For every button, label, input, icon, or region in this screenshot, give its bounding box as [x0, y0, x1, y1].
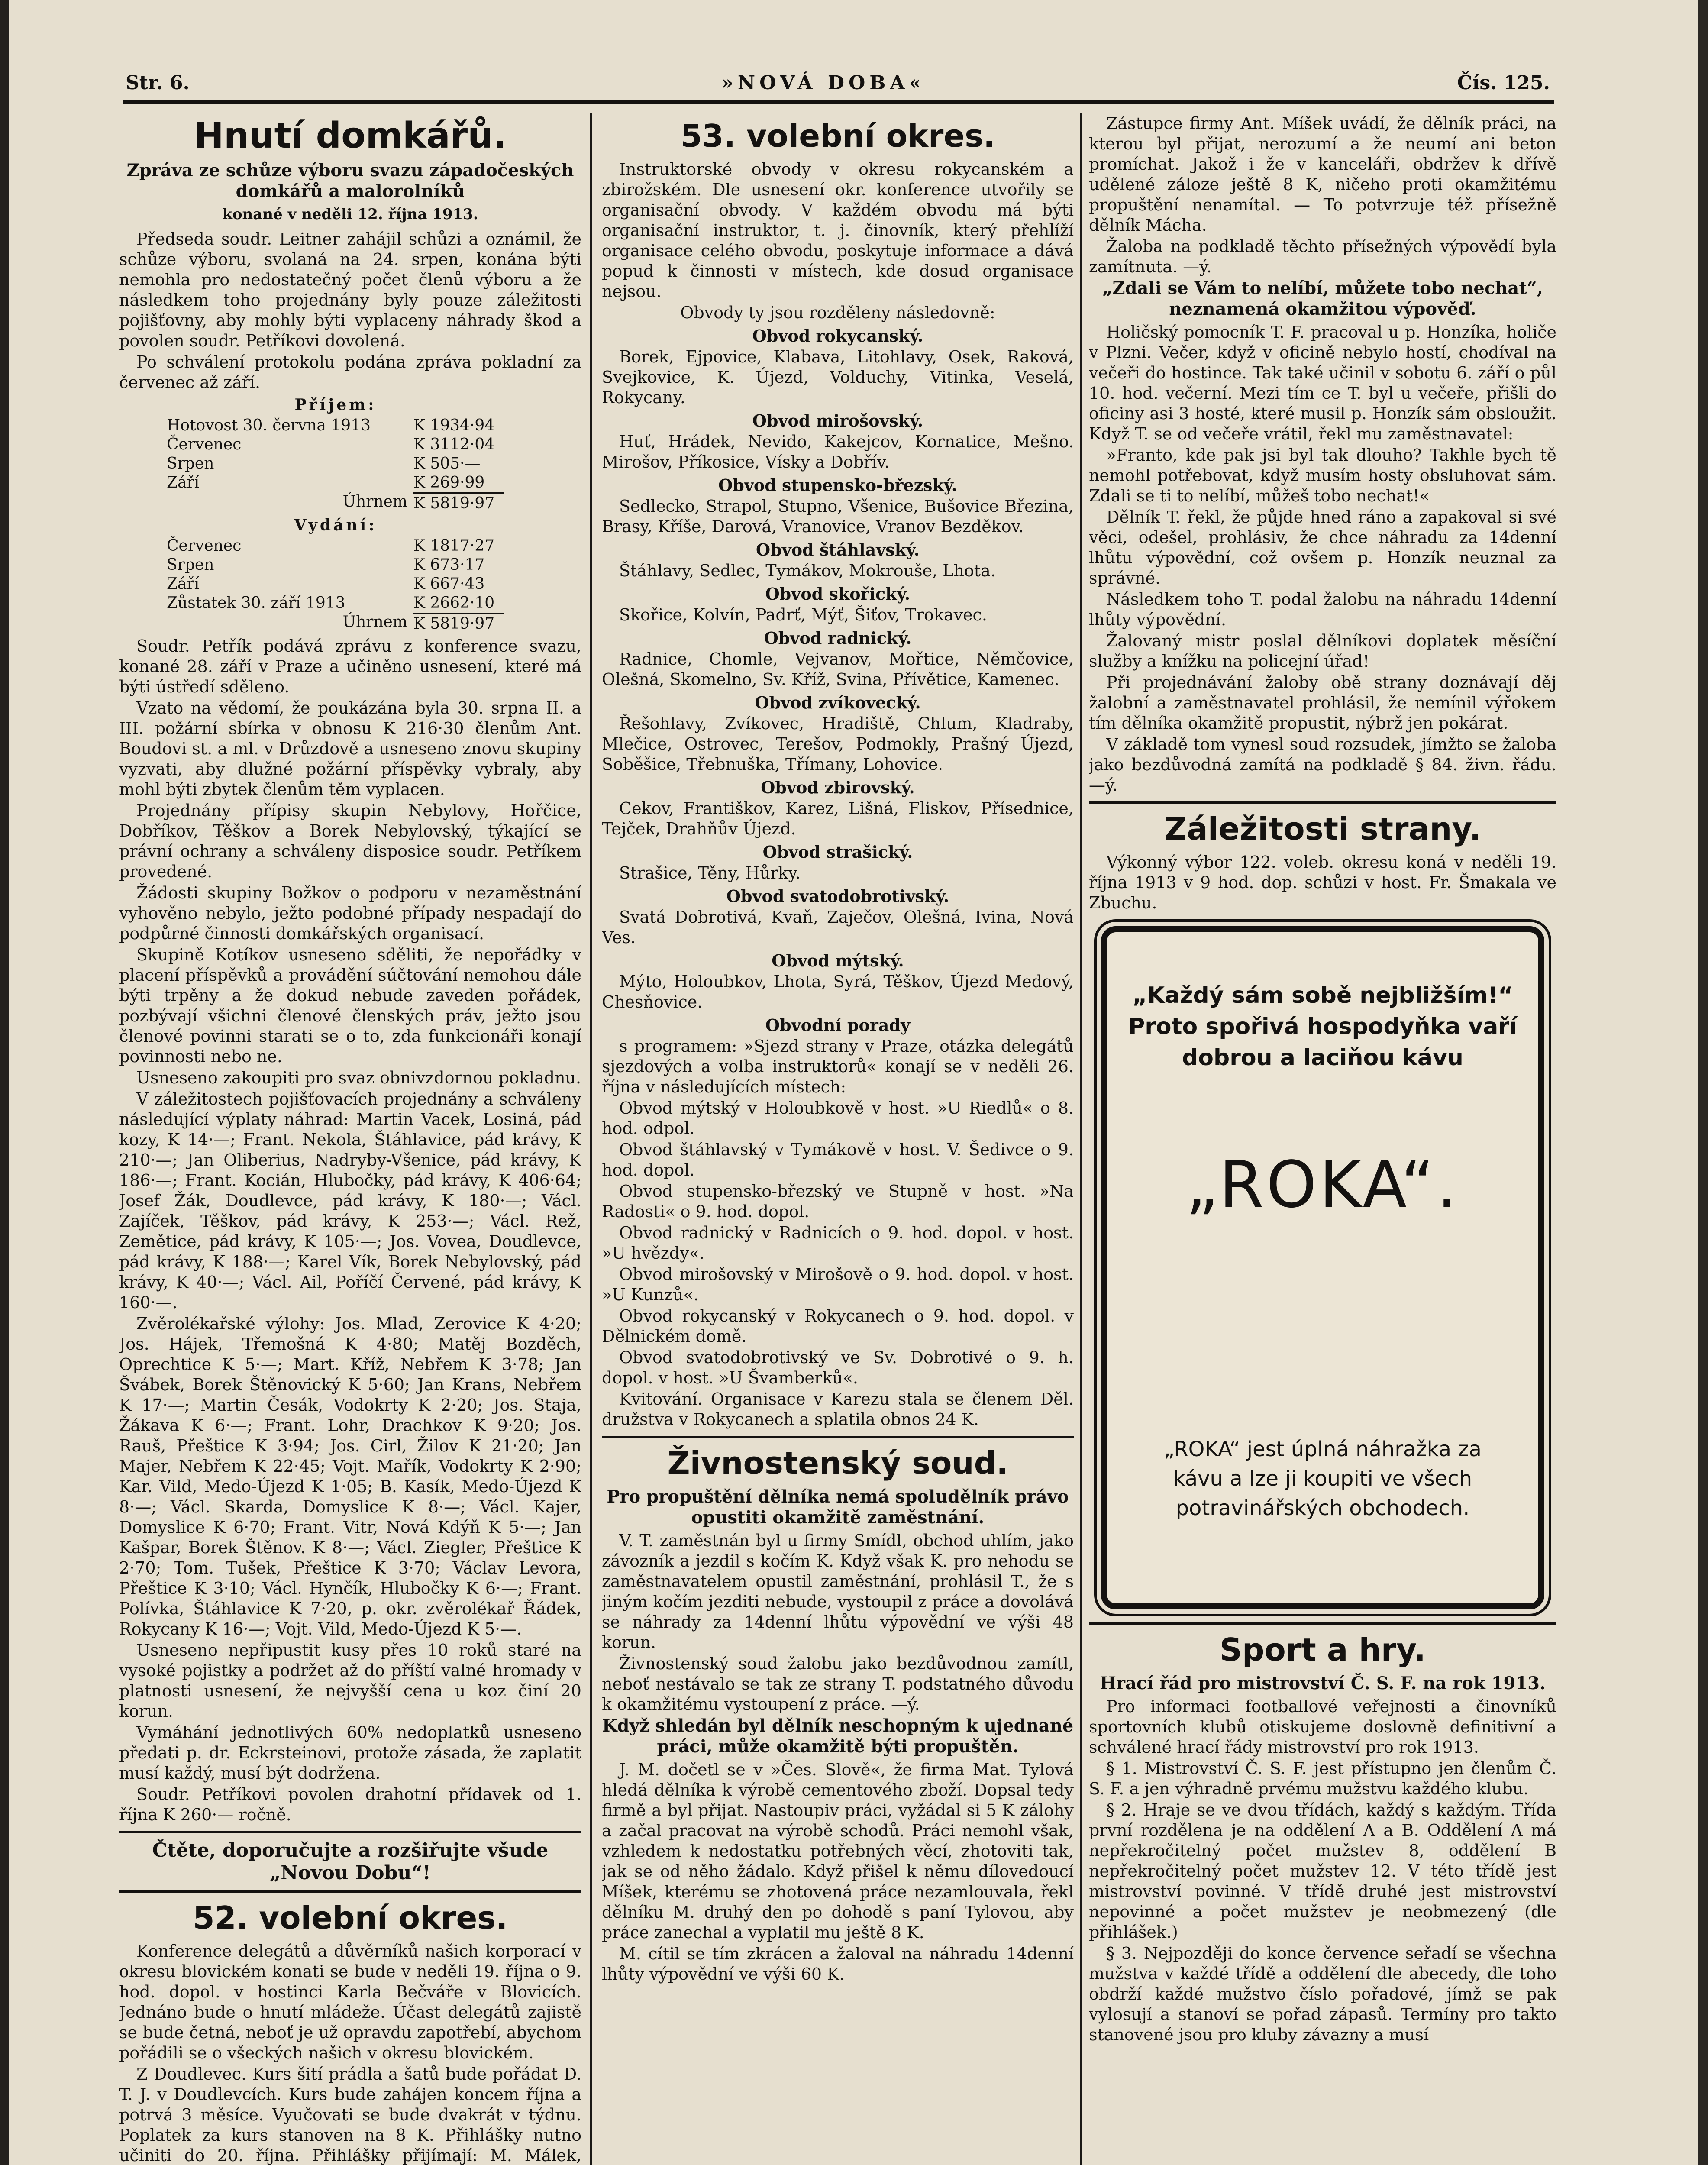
district-places: Huť, Hrádek, Nevido, Kakejcov, Kornatice, Mešno. Mirošov, Příkosice, Vísky a Dobřív. — [602, 432, 1074, 472]
paragraph: Předseda soudr. Leitner zahájil schůzi a oznámil, že schůze výboru, svolaná na 24. srpen, konána býti nemohla pro nedostatečný počet členů výboru a že následkem toho projednány byly pouze záležitosti pojišťovny, aby mohly býti vyplaceny náhrady škod a povolen soudr. Petříkovi dovolená. — [119, 229, 581, 350]
article-subhead: Když shledán byl dělník neschopným k ujednané práci, může okamžitě býti propuštěn. — [602, 1716, 1074, 1757]
paragraph: Soudr. Petříkovi povolen drahotní přídavek od 1. října K 260·— ročně. — [119, 1785, 581, 1824]
paragraph: Soudr. Petřík podává zprávu z konference svazu, konané 28. září v Praze a učiněno usnesení, které má býti ústředí sděleno. — [119, 637, 581, 696]
district-places: Skořice, Kolvín, Padrť, Mýť, Šiťov, Trokavec. — [619, 605, 987, 624]
promo-callout: Čtěte, doporučujte a rozšiřujte všude „Novou Dobu“! — [152, 1839, 549, 1884]
section-rule — [1089, 1622, 1556, 1625]
district-name: Obvod rokycanský. — [752, 326, 923, 346]
paragraph: § 3. Nejpozději do konce července seřadí se všechna mužstva v každé třídě a oddělení dle abecedy, dle toho obdrží každé mužstvo číslo pořadové, jímž se pak vylosují a stanoví se pořad zápasů. Termíny pro takto stanovené jsou pro kluby závazny a musí — [1089, 1944, 1556, 2044]
paragraph: Usneseno nepřipustit kusy přes 10 roků staré na vysoké pojistky a podržet až do příští valné hromady v platnosti usnesení, že nejvyšší cena u koz činí 20 korun. — [119, 1641, 581, 1721]
ledger-income — [167, 395, 504, 513]
article-title-okres-52: 52. volební okres. — [193, 1900, 508, 1936]
article-subhead: Pro propuštění dělníka nemá spoludělník právo opustiti okamžitě zaměstnání. — [607, 1486, 1069, 1528]
meeting-item: Obvod svatodobrotivský ve Sv. Dobrotivé o 9. h. dopol. v host. »U Švamberků«. — [602, 1348, 1074, 1387]
paragraph: Dělník T. řekl, že půjde hned ráno a zapakoval si své věci, odešel, prohlásiv, že chce náhradu za 14denní lhůtu výpovědní, což ovšem p. Honzík neuznal za správné. — [1089, 507, 1556, 588]
ledger-row: Srpen K 673·17 — [167, 556, 485, 574]
meeting-item: Obvod štáhlavský v Tymákově v host. V. Šedivce o 9. hod. dopol. — [602, 1140, 1074, 1179]
paragraph: »Franto, kde pak jsi byl tak dlouho? Takhle bych tě nemohl potřebovat, když musím hosty obsluhovat sám. Zdali se ti to nelíbí, můžeš tobo nechat!« — [1089, 446, 1556, 505]
ledger-total: Úhrnem K 5819·97 — [167, 492, 504, 513]
section-rule — [602, 1436, 1074, 1438]
paragraph: V záležitostech pojišťovacích projednány a schváleny následující výplaty náhrad: Martin Vacek, Losiná, pád kozy, K 14·—; Frant. Nekola, Štáhlavice, pád krávy, K 210·—; Jan Oliberius, Nadryby-Všenice, pád krávy, K 186·—; Frant. Kocián, Hlubočky, pád krávy, K 406·64; Josef Žák, Doudlevce, pád krávy, K 180·—; Václ. Zajíček, Těškov, pád krávy, K 253·—; Václ. Rež, Zemětice, pád krávy, K 105·—; Jos. Vovea, Doudlevce, pád krávy, K 188·—; Karel Vík, Borek Nebylovský, pád krávy, K 40·—; Václ. Ail, Poříčí Červené, pád krávy, K 160·—. — [119, 1089, 581, 1312]
district-places: Borek, Ejpovice, Klabava, Litohlavy, Osek, Raková, Svejkovice, K. Újezd, Volduchy, Vitinka, Veselá, Rokycany. — [602, 347, 1074, 407]
ledger-total: Úhrnem K 5819·97 — [167, 613, 504, 633]
district-places: Řešohlavy, Zvíkovec, Hradiště, Chlum, Kladraby, Mlečice, Ostrovec, Terešov, Podmokly, Prašný Újezd, Soběšice, Třebnuška, Třímany, Lohovice. — [602, 714, 1074, 774]
district-places: Strašice, Těny, Hůrky. — [619, 863, 801, 882]
ledger-row: Hotovost 30. června 1913 K 1934·94 — [167, 417, 495, 434]
page-number: Str. 6. — [126, 71, 190, 94]
article-title-domkari: Hnutí domkářů. — [194, 115, 507, 156]
paragraph: Zvěrolékařské výlohy: Jos. Mlad, Zerovice K 4·20; Jos. Hájek, Třemošná K 4·80; Matěj Bozděch, Oprechtice K 5·—; Mart. Kříž, Nebřem K 3·78; Jan Švábek, Borek Štěnovický K 5·60; Jan Krans, Nebřem K 17·—; Martin Česák, Vodokrty K 2·20; Jos. Staja, Žákava K 6·—; Frant. Lohr, Drachkov K 9·20; Jos. Rauš, Přeštice K 3·94; Jos. Cirl, Žilov K 21·20; Jan Majer, Nebřem K 22·45; Vojt. Mařík, Vodokrty K 2·90; Kar. Vild, Medo-Újezd K 1·05; B. Kasík, Medo-Újezd K 8·—; Václ. Skarda, Domyslice K 8·—; Václ. Kajer, Domyslice K 6·70; Frant. Vitr, Nová Kdýň K 5·—; Jan Kašpar, Borek Štěnov. K 8·—; Václ. Ziegler, Přeštice K 2·70; Tom. Tušek, Přeštice K 3·70; Václav Levora, Přeštice K 3·10; Václ. Hynčík, Hlubočky K 6·—; Frant. Polívka, Štáhlavice K 7·20, p. okr. zvěrolékař Řádek, Rokycany K 16·—; Vojt. Vild, Medo-Újezd K 5·—. — [119, 1314, 581, 1638]
paragraph: Zástupce firmy Ant. Míšek uvádí, že dělník práci, na kterou byl přijat, nerozumí a že neumí ani beton promíchat. Jakož i že v kanceláři, obdržev k dřívě udělené záloze ještě 8 K, ničeho proti okamžitému propuštění nenamítal. — To potvrzuje též přísežně dělník Mácha. — [1089, 114, 1556, 235]
paragraph: s programem: »Sjezd strany v Praze, otázka delegátů sjezdových a volba instruktorů« konají se v neděli 26. října v následujících místech: — [602, 1037, 1074, 1096]
ledger-row: Červenec K 3112·04 — [167, 436, 495, 453]
ledger-row: Září K 269·99 — [167, 474, 485, 491]
paragraph: Projednány přípisy skupin Nebylovy, Hořčice, Dobříkov, Těškov a Borek Nebylovský, týkající se právní ochrany a schváleny disposice soudr. Petříkem provedené. — [119, 801, 581, 881]
ledger-income-head: Příjem: — [294, 396, 377, 414]
header-rule — [123, 100, 1554, 104]
meeting-item: Obvod rokycanský v Rokycanech o 9. hod. dopol. v Dělnickém domě. — [602, 1306, 1074, 1346]
district-places: Svatá Dobrotivá, Kvaň, Zaječov, Olešná, Ivina, Nová Ves. — [602, 908, 1074, 947]
newspaper-title: »NOVÁ DOBA« — [721, 71, 926, 94]
ad-slogan: „Každý sám sobě nejbližším!“ Proto spořivá hospodyňka vaří dobrou a laciňou kávu — [1128, 982, 1517, 1071]
paragraph: Holičský pomocník T. F. pracoval u p. Honzíka, holiče v Plzni. Večer, když v oficině nebylo hostí, chodíval na večeři do hostince. Tak také učinil v sobotu 6. září o půl 10. hod. večerní. Mezi tím ce T. byl u večeře, přišli do oficiny asi 3 hosté, které musil p. Honzík sám obsloužit. Když T. se od večeře vrátil, řekl mu zaměstnavatel: — [1089, 323, 1556, 443]
paragraph: Usneseno zakoupiti pro svaz obnivzdornou pokladnu. — [136, 1068, 581, 1087]
ledger-row: Červenec K 1817·27 — [167, 537, 495, 555]
district-name: Obvod štáhlavský. — [756, 540, 920, 559]
paragraph: Žaloba na podkladě těchto přísežných výpovědí byla zamítnuta. —ý. — [1089, 237, 1556, 276]
paragraph: Při projednávání žaloby obě strany doznávají děj žalobní a zaměstnavatel prohlásil, že nemínil výřokem tím dělníka okamžitě propustit, nýbrž jen pokárat. — [1089, 673, 1556, 733]
paragraph: Z Doudlevec. Kurs šití prádla a šatů bude pořádat D. T. J. v Doudlevcích. Kurs bude zahájen koncem října a potrvá 3 měsíce. Vyučovati se bude dvakrát v týdnu. Poplatek za kurs stanoven na 8 K. Přihlášky nutno učiniti do 20. října. Přihlášky přijímají: M. Málek, — [119, 2065, 581, 2165]
district-name: Obvod zvíkovecký. — [755, 693, 921, 712]
scan-border-right — [1698, 0, 1708, 2165]
section-rule — [119, 1890, 581, 1893]
district-name: Obvod mýtský. — [772, 951, 904, 970]
paragraph: Instruktorské obvody v okresu rokycanském a zbirožském. Dle usnesení okr. konference utvořily se organisační obvody. V každém obvodu má býti organisační instruktor, t. j. činovník, který přehlíží organisace celého obvodu, poskytuje informace a dává popud k činnosti v místech, kde dosud organisace nejsou. — [602, 160, 1074, 301]
column-1 — [119, 113, 581, 2165]
district-places: Sedlecko, Strapol, Stupno, Všenice, Bušovice Březina, Brasy, Kříše, Darová, Vranovice, Vranov Bezděkov. — [602, 497, 1074, 536]
district-places: Mýto, Holoubkov, Lhota, Syrá, Těškov, Újezd Medový, Chesňovice. — [602, 972, 1074, 1011]
district-name: Obvod stupensko-březský. — [718, 475, 957, 495]
column-rule-1 — [590, 113, 592, 2165]
meeting-item: Obvod mýtský v Holoubkově v host. »U Riedlů« o 8. hod. odpol. — [602, 1099, 1074, 1138]
district-places: Cekov, Františkov, Karez, Lišná, Fliskov, Přísednice, Tejček, Drahňův Újezd. — [602, 799, 1074, 838]
article-date-line: konané v neděli 12. října 1913. — [222, 206, 478, 223]
paragraph: Následkem toho T. podal žalobu na náhradu 14denní lhůty výpovědní. — [1089, 590, 1556, 629]
meeting-item: Obvod stupensko-březský ve Stupně v host. »Na Radosti« o 9. hod. dopol. — [602, 1182, 1074, 1221]
ad-note: „ROKA“ jest úplná náhražka za kávu a lze ji koupiti ve všech potravinářských obchodech. — [1164, 1437, 1482, 1520]
article-title-okres-53: 53. volební okres. — [680, 118, 995, 154]
paragraph: Pro informaci footballové veřejnosti a činovníků sportovních klubů otiskujeme doslovně definitivní a schválené hrací řády mistrovství pro rok 1913. — [1089, 1697, 1556, 1757]
paragraph: Obvody ty jsou rozděleny následovně: — [680, 303, 995, 322]
scan-border-left — [0, 0, 9, 2165]
paragraph: M. cítil se tím zkrácen a žaloval na náhradu 14denní lhůty výpovědní ve výši 60 K. — [602, 1944, 1074, 1984]
paragraph: Živnostenský soud žalobu jako bezdůvodnou zamítl, neboť nestávalo se tak ze strany T. podstatného důvodu k okamžitému vystoupení z práce. —ý. — [602, 1654, 1074, 1714]
article-subhead: Hrací řád pro mistrovství Č. S. F. na rok 1913. — [1100, 1673, 1546, 1693]
meeting-item: Kvitování. Organisace v Karezu stala se členem Děl. družstva v Rokycanech a splatila obnos 24 K. — [602, 1389, 1074, 1429]
paragraph: § 1. Mistrovství Č. S. F. jest přístupno jen členům Č. S. F. a jen výhradně prvému mužstvu každého klubu. — [1089, 1759, 1556, 1798]
meetings-head: Obvodní porady — [765, 1015, 911, 1035]
paragraph: J. M. dočetl se v »Čes. Slově«, že firma Mat. Tylová hledá dělníka k výrobě cementového zboží. Dopsal tedy firmě a byl přijat. Nastoupiv práci, vyžádal si 5 K zálohy a začal pracovat na výrobě schodů. Práci nemohl však, vzhledem k nedostatku potřebných věcí, zhotoviti tak, jak se od něho žádalo. Když přišel k němu dílovedoucí Míšek, kterému se zhotovená práce nezamlouvala, řekl dělníku M. druhý den po dohodě s paní Tylovou, aby práce zanechal a vyplatil mu ještě 8 K. — [602, 1760, 1074, 1942]
district-places: Radnice, Chomle, Vejvanov, Mořtice, Němčovice, Olešná, Skomelno, Sv. Kříž, Svina, Přívětice, Kamenec. — [602, 650, 1074, 689]
article-title-court: Živnostenský soud. — [667, 1445, 1008, 1481]
district-name: Obvod radnický. — [764, 628, 912, 648]
paragraph: V základě tom vynesl soud rozsudek, jímžto se žaloba jako bezdůvodná zamítá na podkladě § 84. živn. řádu. —ý. — [1089, 735, 1556, 795]
column-3 — [1089, 113, 1556, 2165]
paragraph: Vymáhání jednotlivých 60% nedoplatků usneseno předati p. dr. Eckrsteinovi, protože zásada, že zaplatit musí každý, musí být dodržena. — [119, 1723, 581, 1783]
ledger-row: Září K 667·43 — [167, 575, 485, 593]
district-places: Štáhlavy, Sedlec, Tymákov, Mokrouše, Lhota. — [619, 561, 996, 580]
meeting-item: Obvod mirošovský v Mirošově o 9. hod. dopol. v host. »U Kunzů«. — [602, 1265, 1074, 1304]
page-header — [126, 67, 1550, 98]
roka-advertisement — [1101, 926, 1544, 1609]
paragraph: Výkonný výbor 122. voleb. okresu koná v neděli 19. října 1913 v 9 hod. dop. schůzi v host. Fr. Šmakala ve Zbuchu. — [1089, 853, 1556, 912]
column-rule-2 — [1080, 113, 1082, 2165]
section-rule — [119, 1831, 581, 1833]
article-title-party: Záležitosti strany. — [1164, 811, 1482, 847]
district-name: Obvod svatodobrotivský. — [726, 886, 949, 906]
paragraph: Žádosti skupiny Božkov o podporu v nezaměstnání vyhověno nebylo, ježto podobné případy nespadají do podpůrné činnosti domkářských organisací. — [119, 883, 581, 943]
paragraph: Skupině Kotíkov usneseno sděliti, že nepořádky v placení příspěvků a provádění súčtování nemohou dále býti trpěny a že dokud nebude zaveden pořádek, pozbývají všichni členové členských práv, ježto jsou členové povinni starati se o to, zda funkcionáři konají povinnosti nebo ne. — [119, 945, 581, 1066]
column-2 — [602, 113, 1074, 2165]
district-name: Obvod strašický. — [762, 842, 913, 862]
ad-brand-name: „ROKA“. — [1185, 1147, 1460, 1222]
article-title-sport: Sport a hry. — [1220, 1632, 1426, 1668]
paragraph: § 2. Hraje se ve dvou třídách, každý s každým. Třída první rozdělena je na oddělení A a B. Oddělení A má nepřekročitelný počet mužstev 8, oddělení B nepřekročitelný počet mužstev 12. V této třídě jest mistrovství povinné. V třídě druhé jest mistrovství nepovinné a počet mužstev je neobmezený (dle přihlášek.) — [1089, 1800, 1556, 1942]
district-name: Obvod skořický. — [765, 584, 911, 604]
article-subtitle: Zpráva ze schůze výboru svazu západočeských domkářů a malorolníků — [126, 160, 574, 201]
ledger-expense-head: Vydání: — [294, 516, 377, 534]
meeting-item: Obvod radnický v Radnicích o 9. hod. dopol. v host. »U hvězdy«. — [602, 1223, 1074, 1263]
paragraph: Žalovaný mistr poslal dělníkovi doplatek měsíční služby a knížku na policejní úřad! — [1089, 631, 1556, 671]
ledger-expense — [167, 516, 504, 633]
paragraph: V. T. zaměstnán byl u firmy Smídl, obchod uhlím, jako závozník a jezdil s kočím K. Když však K. pro nehodu se zaměstnavatelem opustil zaměstnání, prohlásil T., že s jiným kočím jezditi nebude, vystoupil z práce a dovolává se náhrady za 14denní lhůtu výpovědní ve výši 48 korun. — [602, 1531, 1074, 1652]
paragraph: Konference delegátů a důvěrníků našich korporací v okresu blovickém konati se bude v neděli 19. října o 9. hod. dopol. v hostinci Karla Bečváře v Blovicích. Jednáno bude o hnutí mládeže. Účast delegátů zajistě se bude četná, neboť je už opravdu zapotřebí, abychom pořádili se o všeckých našich v okresu blovickém. — [119, 1942, 581, 2062]
paragraph: Vzato na vědomí, že poukázána byla 30. srpna II. a III. požární sbírka v obnosu K 216·30 členům Ant. Boudovi st. a ml. v Drůzdově a usneseno znovu skupiny vyzvati, aby dlužné požární příspěvky vybraly, aby mohl býti zbytek členům těm vyplacen. — [119, 698, 581, 799]
paragraph: Po schválení protokolu podána zpráva pokladní za červenec až září. — [119, 352, 581, 392]
section-rule — [1089, 801, 1556, 804]
ledger-row: Zůstatek 30. září 1913 K 2662·10 — [167, 594, 495, 612]
article-subhead: „Zdali se Vám to nelíbí, můžete tobo nechat“, neznamená okamžitou výpověď. — [1102, 278, 1543, 319]
issue-number: Čís. 125. — [1457, 71, 1550, 94]
district-name: Obvod zbirovský. — [761, 778, 915, 797]
district-name: Obvod mirošovský. — [752, 411, 923, 430]
ledger-row: Srpen K 505·— — [167, 455, 481, 472]
